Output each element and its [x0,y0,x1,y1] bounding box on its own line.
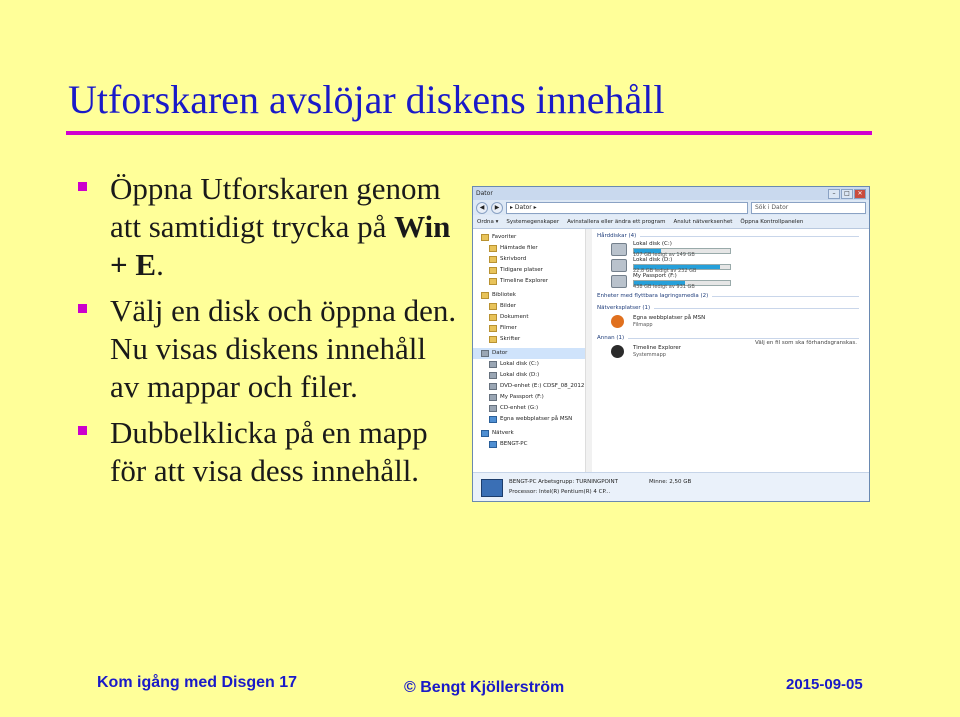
nav-item[interactable]: Timeline Explorer [473,276,591,287]
nav-favorites[interactable]: Favoriter [473,232,591,243]
folder-icon [489,336,497,343]
library-icon [481,292,489,299]
path-field[interactable]: ▸ Dator ▸ [506,202,748,214]
navigation-pane [473,229,592,472]
drive-icon [489,372,497,379]
window-title: Dator [476,190,493,197]
nav-libraries[interactable]: Bibliotek [473,290,591,301]
back-icon[interactable]: ◀ [476,202,488,214]
section-other[interactable]: Annan (1) [597,334,867,343]
msn-butterfly-icon [611,315,624,328]
nav-item[interactable]: Skrifter [473,334,591,345]
bullet-marker [78,426,87,435]
explorer-body [473,229,869,472]
forward-icon[interactable]: ▶ [491,202,503,214]
address-bar [473,200,869,215]
folder-icon [489,278,497,285]
nav-item[interactable]: Skrivbord [473,254,591,265]
drive-icon [611,259,627,272]
folder-icon [489,303,497,310]
drive-d[interactable]: Lokal disk (D:) 22,8 GB ledigt av 232 GB [611,257,867,273]
drive-f[interactable]: My Passport (F:) 438 GB ledigt av 931 GB [611,273,867,289]
cmd-uninstall[interactable]: Avinstallera eller ändra ett program [567,218,666,225]
bullet-3-text: Dubbelklicka på en mapp för att visa dess innehåll. [110,415,428,488]
footer-copyright: © Bengt Kjöllerström [404,679,565,696]
network-icon [481,430,489,437]
nav-item[interactable]: Hämtade filer [473,243,591,254]
nav-item[interactable]: Dokument [473,312,591,323]
nav-scrollbar[interactable] [585,229,592,472]
cmd-system-properties[interactable]: Systemegenskaper [506,218,560,225]
nav-item[interactable]: DVD-enhet (E:) CDSF_08_2012 [473,381,591,392]
details-pane [473,472,869,502]
bullet-1-text: Öppna Utforskaren genom att samtidigt trycka på Win + E. [110,171,451,282]
nav-item[interactable]: Lokal disk (C:) [473,359,591,370]
drive-icon [611,243,627,256]
explorer-window [472,186,870,502]
close-button[interactable]: ✕ [854,189,866,199]
minimize-button[interactable]: – [828,189,840,199]
nav-item[interactable]: Tidigare platser [473,265,591,276]
nav-item[interactable]: Lokal disk (D:) [473,370,591,381]
cmd-ordna[interactable]: Ordna ▾ [477,218,499,225]
section-network-places[interactable]: Nätverksplatser (1) [597,304,867,313]
title-bar [473,187,869,200]
drive-icon [489,394,497,401]
drive-c[interactable]: Lokal disk (C:) 107 GB ledigt av 149 GB [611,241,867,257]
memory-info: Minne: 2,50 GB [649,479,692,485]
bullet-1 [78,170,458,284]
nav-item[interactable]: CD-enhet (G:) [473,403,591,414]
computer-icon [481,479,503,497]
folder-icon [489,267,497,274]
cmd-map-drive[interactable]: Anslut nätverksenhet [673,218,733,225]
computer-icon [481,350,489,357]
cmd-control-panel[interactable]: Öppna Kontrollpanelen [740,218,804,225]
command-bar [473,215,869,229]
cd-icon [489,405,497,412]
nav-item[interactable]: My Passport (F:) [473,392,591,403]
bullet-list [78,170,458,498]
folder-icon [489,325,497,332]
drive-icon [489,361,497,368]
nav-item[interactable]: BENGT-PC [473,439,591,450]
preview-hint: Välj en fil som ska förhandsgranskas. [755,340,857,346]
slide-title: Utforskaren avslöjar diskens innehåll [68,77,665,122]
nav-computer[interactable]: Dator [473,348,591,359]
section-removable[interactable]: Enheter med flyttbara lagringsmedia (2) [597,292,867,301]
msn-icon [489,416,497,423]
processor-info: Processor: Intel(R) Pentium(R) 4 CP... [509,489,611,495]
timeline-icon [611,345,624,358]
folder-icon [489,314,497,321]
msn-folder[interactable]: Egna webbplatser på MSN Filmapp [611,313,867,331]
section-hard-disks[interactable]: Hårddiskar (4) [597,232,867,241]
footer-date: 2015-09-05 [786,676,863,693]
computer-name: BENGT-PC Arbetsgrupp: TURNINGPOINT [509,479,618,485]
bullet-marker [78,304,87,313]
nav-item[interactable]: Filmer [473,323,591,334]
folder-icon [489,256,497,263]
nav-item[interactable]: Egna webbplatser på MSN [473,414,591,425]
bullet-2-text: Välj en disk och öppna den. Nu visas diskens innehåll av mappar och filer. [110,293,457,404]
drive-icon [611,275,627,288]
nav-network[interactable]: Nätverk [473,428,591,439]
dvd-icon [489,383,497,390]
pc-icon [489,441,497,448]
footer-course: Kom igång med Disgen 17 [97,674,298,691]
nav-item[interactable]: Bilder [473,301,591,312]
bullet-2 [78,292,458,406]
timeline-explorer-folder[interactable]: Timeline Explorer Systemmapp [611,343,867,361]
folder-icon [489,245,497,252]
search-input[interactable]: Sök i Dator [751,202,866,214]
content-pane [597,229,867,472]
star-icon [481,234,489,241]
bullet-3 [78,414,458,490]
title-underline [66,131,872,135]
bullet-marker [78,182,87,191]
maximize-button[interactable]: □ [841,189,853,199]
